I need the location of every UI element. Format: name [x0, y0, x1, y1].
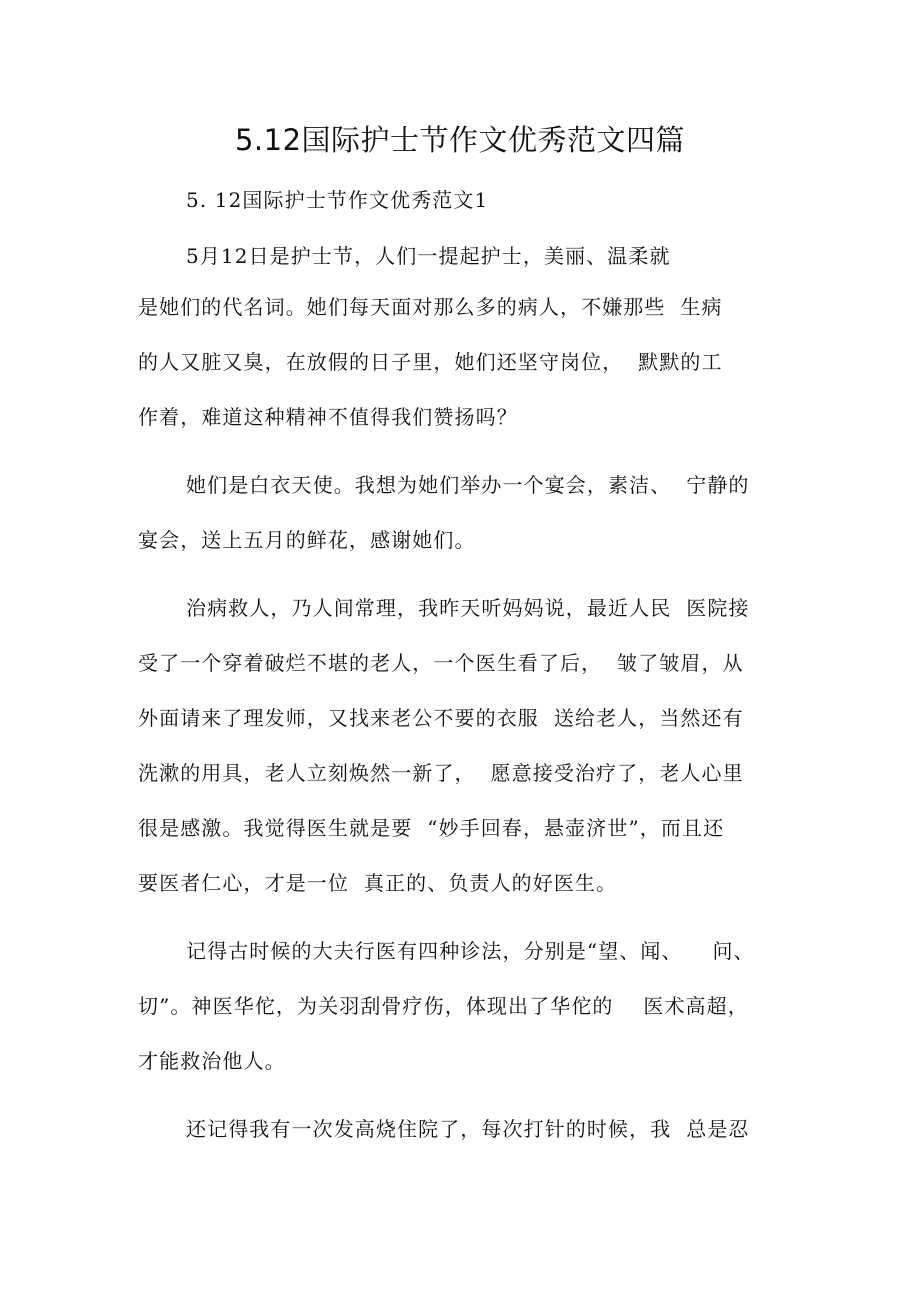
paragraph-line: 宴会，送上五月的鲜花，感谢她们。 [138, 528, 476, 552]
paragraph-line: 受了一个穿着破烂不堪的老人，一个医生看了后， 皱了皱眉，从 [138, 651, 744, 675]
paragraph-line: 的人又脏又臭，在放假的日子里，她们还坚守岗位， 默默的工 [138, 350, 723, 374]
paragraph-line: 要医者仁心，才是一位 真正的、负责人的好医生。 [138, 871, 618, 895]
section-subtitle: 5. 12国际护士节作文优秀范文1 [186, 188, 489, 212]
paragraph-line: 她们是白衣天使。我想为她们举办一个宴会，素洁、 宁静的 [186, 473, 750, 497]
paragraph-line: 治病救人，乃人间常理，我昨天听妈妈说，最近人民 医院接 [186, 596, 750, 620]
paragraph-line: 很是感激。我觉得医生就是要 “妙手回春，悬壶济世”，而且还 [138, 816, 725, 840]
paragraph-line: 是她们的代名词。她们每天面对那么多的病人，不嫌那些 生病 [138, 295, 723, 319]
paragraph-line: 5月12日是护士节，人们一提起护士，美丽、温柔就 [186, 244, 671, 268]
paragraph-line: 外面请来了理发师，又找来老公不要的衣服 送给老人，当然还有 [138, 706, 744, 730]
page-title: 5.12国际护士节作文优秀范文四篇 [234, 123, 686, 157]
paragraph-line: 记得古时候的大夫行医有四种诊法，分别是“望、闻、 问、 [186, 939, 755, 963]
paragraph-line: 切”。神医华佗，为关羽刮骨疗伤，体现出了华佗的 医术高超， [138, 994, 749, 1018]
paragraph-line: 作着，难道这种精神不值得我们赞扬吗？ [138, 405, 518, 429]
paragraph-line: 还记得我有一次发高烧住院了，每次打针的时候，我 总是忍 [186, 1117, 750, 1141]
paragraph-line: 才能救治他人。 [138, 1049, 286, 1073]
paragraph-line: 洗漱的用具，老人立刻焕然一新了， 愿意接受治疗了，老人心里 [138, 761, 744, 785]
